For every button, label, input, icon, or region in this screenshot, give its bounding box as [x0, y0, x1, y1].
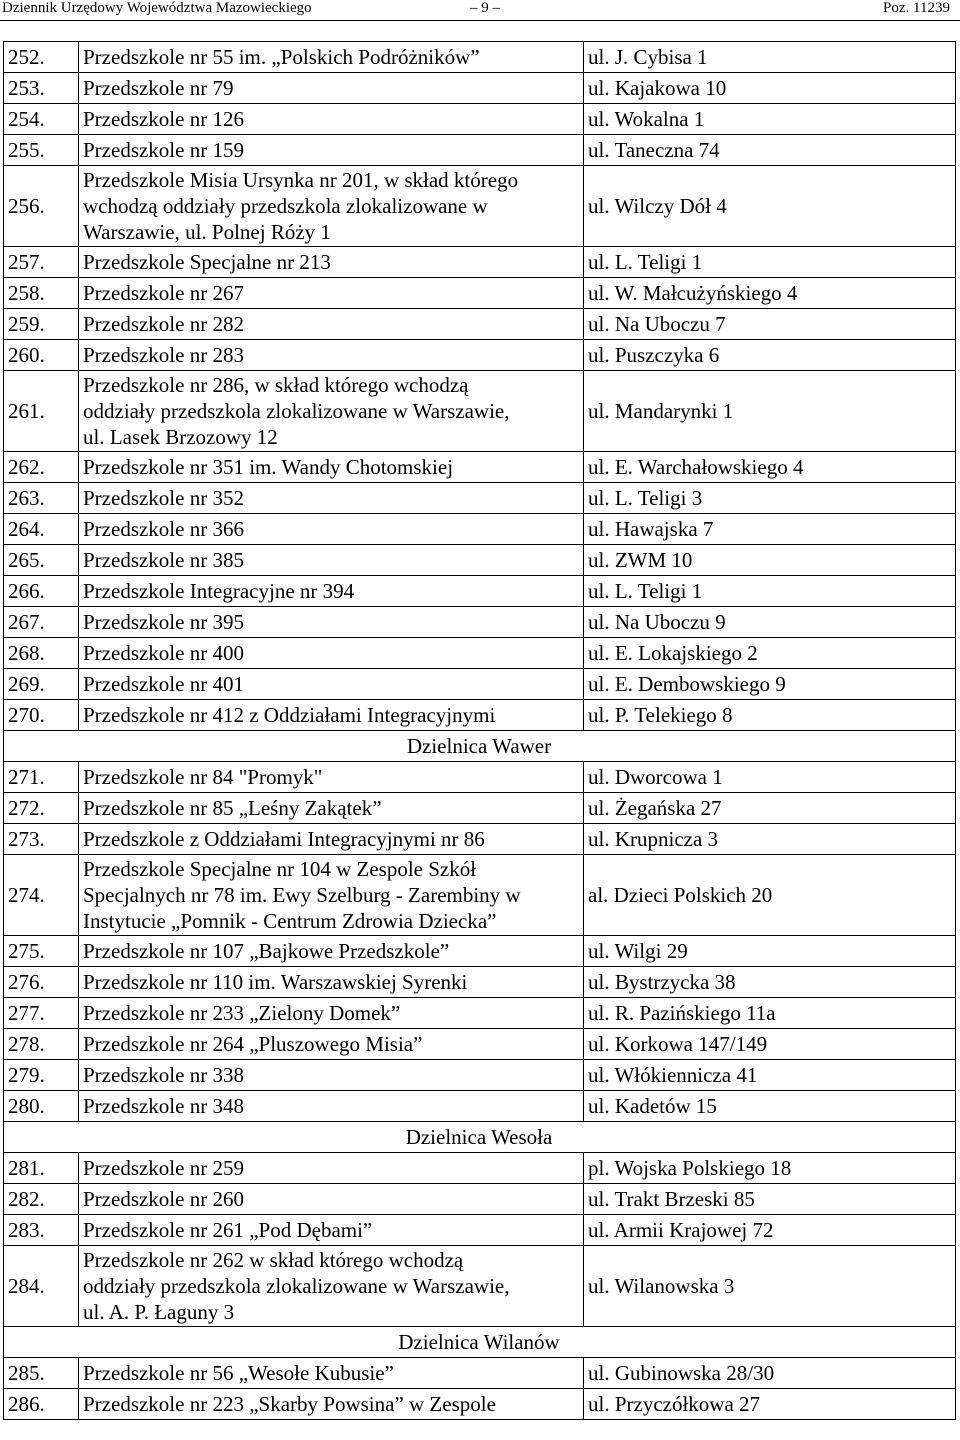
table-row [4, 762, 956, 793]
entry-number: 281. [4, 1153, 79, 1184]
name-line: Przedszkole nr 56 „Wesołe Kubusie” [83, 1361, 394, 1385]
entry-number: 268. [4, 638, 79, 669]
entry-number: 269. [4, 669, 79, 700]
address: ul. Trakt Brzeski 85 [584, 1184, 956, 1215]
kindergarten-name [79, 638, 584, 669]
name-line: Przedszkole nr 260 [83, 1187, 244, 1211]
name-line: Przedszkole nr 400 [83, 641, 244, 665]
table-row [4, 545, 956, 576]
name-line: Przedszkole nr 259 [83, 1156, 244, 1180]
address: ul. Krupnicza 3 [584, 824, 956, 855]
table-row [4, 1091, 956, 1122]
kindergarten-name [79, 1184, 584, 1215]
kindergarten-name [79, 607, 584, 638]
address: ul. Dworcowa 1 [584, 762, 956, 793]
address: al. Dzieci Polskich 20 [584, 855, 956, 936]
name-line: Przedszkole nr 84 "Promyk" [83, 765, 323, 789]
address: ul. E. Warchałowskiego 4 [584, 452, 956, 483]
kindergarten-name [79, 514, 584, 545]
address: ul. Taneczna 74 [584, 135, 956, 166]
address: ul. Gubinowska 28/30 [584, 1358, 956, 1389]
kindergarten-name [79, 135, 584, 166]
table-row [4, 669, 956, 700]
kindergarten-name [79, 762, 584, 793]
name-line: Przedszkole nr 233 „Zielony Domek” [83, 1001, 401, 1025]
address: ul. Na Uboczu 7 [584, 309, 956, 340]
name-line: Przedszkole nr 348 [83, 1094, 244, 1118]
kindergarten-name [79, 669, 584, 700]
table-row [4, 371, 956, 452]
name-line: oddziały przedszkola zlokalizowane w Warszawie, [83, 399, 510, 423]
entry-number: 266. [4, 576, 79, 607]
kindergarten-name [79, 309, 584, 340]
name-line: Przedszkole nr 126 [83, 107, 244, 131]
entry-number: 276. [4, 967, 79, 998]
position-number: Poz. 11239 [883, 0, 950, 16]
name-line: Warszawie, ul. Polnej Róży 1 [83, 220, 331, 244]
entry-number: 261. [4, 371, 79, 452]
table-row [4, 278, 956, 309]
address: ul. Hawajska 7 [584, 514, 956, 545]
kindergarten-name [79, 967, 584, 998]
name-line: oddziały przedszkola zlokalizowane w Warszawie, [83, 1274, 510, 1298]
table-row [4, 576, 956, 607]
name-line: Przedszkole nr 286, w skład którego wchodzą [83, 373, 469, 397]
entry-number: 263. [4, 483, 79, 514]
table-row [4, 1389, 956, 1420]
district-heading: Dzielnica Wawer [4, 731, 956, 762]
name-line: Przedszkole nr 401 [83, 672, 244, 696]
name-line: Przedszkole nr 267 [83, 281, 244, 305]
entry-number: 270. [4, 700, 79, 731]
table-row [4, 247, 956, 278]
table-row [4, 514, 956, 545]
name-line: Przedszkole nr 412 z Oddziałami Integracyjnymi [83, 703, 496, 727]
address: ul. Bystrzycka 38 [584, 967, 956, 998]
kindergarten-name [79, 483, 584, 514]
table-row [4, 855, 956, 936]
entry-number: 256. [4, 166, 79, 247]
entry-number: 255. [4, 135, 79, 166]
district-row [4, 1122, 956, 1153]
address: ul. Wilgi 29 [584, 936, 956, 967]
name-line: Przedszkole nr 351 im. Wandy Chotomskiej [83, 455, 454, 479]
address: ul. L. Teligi 1 [584, 247, 956, 278]
address: ul. L. Teligi 1 [584, 576, 956, 607]
name-line: Przedszkole nr 159 [83, 138, 244, 162]
district-heading: Dzielnica Wesoła [4, 1122, 956, 1153]
address: ul. Przyczółkowa 27 [584, 1389, 956, 1420]
name-line: Przedszkole Specjalne nr 213 [83, 250, 331, 274]
address: ul. Mandarynki 1 [584, 371, 956, 452]
kindergarten-name [79, 936, 584, 967]
name-line: Przedszkole nr 282 [83, 312, 244, 336]
kindergarten-name [79, 247, 584, 278]
kindergarten-table [3, 41, 956, 1420]
kindergarten-name [79, 104, 584, 135]
address: ul. R. Pazińskiego 11a [584, 998, 956, 1029]
name-line: Przedszkole nr 338 [83, 1063, 244, 1087]
address: ul. J. Cybisa 1 [584, 42, 956, 73]
table-row [4, 1153, 956, 1184]
kindergarten-name [79, 1215, 584, 1246]
entry-number: 267. [4, 607, 79, 638]
entry-number: 280. [4, 1091, 79, 1122]
name-line: Instytucie „Pomnik - Centrum Zdrowia Dziecka” [83, 909, 497, 933]
entry-number: 264. [4, 514, 79, 545]
district-heading: Dzielnica Wilanów [4, 1327, 956, 1358]
table-row [4, 166, 956, 247]
table-row [4, 1215, 956, 1246]
table-row [4, 824, 956, 855]
address: ul. L. Teligi 3 [584, 483, 956, 514]
entry-number: 283. [4, 1215, 79, 1246]
address: ul. Kadetów 15 [584, 1091, 956, 1122]
kindergarten-name [79, 700, 584, 731]
name-line: Przedszkole nr 107 „Bajkowe Przedszkole” [83, 939, 450, 963]
name-line: Przedszkole nr 262 w skład którego wchodzą [83, 1248, 464, 1272]
name-line: Przedszkole nr 85 „Leśny Zakątek” [83, 796, 382, 820]
kindergarten-name [79, 166, 584, 247]
kindergarten-name [79, 1029, 584, 1060]
name-line: Przedszkole Integracyjne nr 394 [83, 579, 355, 603]
journal-title: Dziennik Urzędowy Województwa Mazowieckiego [2, 0, 312, 16]
name-line: Przedszkole nr 55 im. „Polskich Podróżników” [83, 45, 480, 69]
name-line: Przedszkole Misia Ursynka nr 201, w skład którego [83, 168, 519, 192]
address: ul. P. Telekiego 8 [584, 700, 956, 731]
name-line: Przedszkole nr 395 [83, 610, 244, 634]
entry-number: 273. [4, 824, 79, 855]
name-line: Przedszkole nr 352 [83, 486, 244, 510]
name-line: Przedszkole nr 283 [83, 343, 244, 367]
kindergarten-name [79, 1153, 584, 1184]
entry-number: 282. [4, 1184, 79, 1215]
page-header [0, 0, 960, 22]
entry-number: 253. [4, 73, 79, 104]
entry-number: 272. [4, 793, 79, 824]
kindergarten-name [79, 340, 584, 371]
kindergarten-name [79, 452, 584, 483]
entry-number: 258. [4, 278, 79, 309]
kindergarten-name [79, 1091, 584, 1122]
district-row [4, 731, 956, 762]
kindergarten-name [79, 855, 584, 936]
kindergarten-name [79, 42, 584, 73]
name-line: Przedszkole nr 264 „Pluszowego Misia” [83, 1032, 423, 1056]
table-row [4, 1029, 956, 1060]
entry-number: 274. [4, 855, 79, 936]
district-row [4, 1327, 956, 1358]
table-row [4, 309, 956, 340]
entry-number: 254. [4, 104, 79, 135]
table-body [4, 42, 956, 1420]
name-line: Przedszkole nr 261 „Pod Dębami” [83, 1218, 373, 1242]
table-row [4, 700, 956, 731]
table-row [4, 340, 956, 371]
name-line: ul. A. P. Łaguny 3 [83, 1300, 235, 1324]
name-line: Przedszkole z Oddziałami Integracyjnymi nr 86 [83, 827, 485, 851]
address: ul. Wokalna 1 [584, 104, 956, 135]
kindergarten-name [79, 1358, 584, 1389]
header-rule [0, 20, 960, 21]
name-line: Specjalnych nr 78 im. Ewy Szelburg - Zarembiny w [83, 883, 521, 907]
table-row [4, 1246, 956, 1327]
kindergarten-name [79, 545, 584, 576]
table-row [4, 42, 956, 73]
address: ul. E. Lokajskiego 2 [584, 638, 956, 669]
address: ul. ZWM 10 [584, 545, 956, 576]
address: ul. E. Dembowskiego 9 [584, 669, 956, 700]
table-row [4, 452, 956, 483]
table-row [4, 135, 956, 166]
entry-number: 285. [4, 1358, 79, 1389]
address: ul. Puszczyka 6 [584, 340, 956, 371]
table-row [4, 607, 956, 638]
address: ul. W. Małcużyńskiego 4 [584, 278, 956, 309]
name-line: Przedszkole Specjalne nr 104 w Zespole Szkół [83, 857, 477, 881]
name-line: wchodzą oddziały przedszkola zlokalizowane w [83, 194, 488, 218]
entry-number: 262. [4, 452, 79, 483]
address: ul. Korkowa 147/149 [584, 1029, 956, 1060]
kindergarten-name [79, 1389, 584, 1420]
table-row [4, 638, 956, 669]
entry-number: 259. [4, 309, 79, 340]
entry-number: 257. [4, 247, 79, 278]
table-row [4, 483, 956, 514]
address: ul. Żegańska 27 [584, 793, 956, 824]
entry-number: 277. [4, 998, 79, 1029]
table-row [4, 73, 956, 104]
entry-number: 278. [4, 1029, 79, 1060]
entry-number: 284. [4, 1246, 79, 1327]
address: pl. Wojska Polskiego 18 [584, 1153, 956, 1184]
address: ul. Wilczy Dół 4 [584, 166, 956, 247]
name-line: ul. Lasek Brzozowy 12 [83, 425, 278, 449]
address: ul. Wilanowska 3 [584, 1246, 956, 1327]
name-line: Przedszkole nr 110 im. Warszawskiej Syrenki [83, 970, 468, 994]
entry-number: 265. [4, 545, 79, 576]
table-row [4, 1358, 956, 1389]
entry-number: 286. [4, 1389, 79, 1420]
kindergarten-name [79, 998, 584, 1029]
table-row [4, 104, 956, 135]
kindergarten-name [79, 576, 584, 607]
table-row [4, 998, 956, 1029]
name-line: Przedszkole nr 223 „Skarby Powsina” w Zespole [83, 1392, 496, 1416]
name-line: Przedszkole nr 385 [83, 548, 244, 572]
kindergarten-name [79, 278, 584, 309]
kindergarten-name [79, 73, 584, 104]
kindergarten-name [79, 371, 584, 452]
kindergarten-name [79, 1246, 584, 1327]
entry-number: 252. [4, 42, 79, 73]
name-line: Przedszkole nr 79 [83, 76, 234, 100]
entry-number: 271. [4, 762, 79, 793]
table-row [4, 936, 956, 967]
page-number: – 9 – [470, 0, 500, 16]
address: ul. Włókiennicza 41 [584, 1060, 956, 1091]
entry-number: 279. [4, 1060, 79, 1091]
table-row [4, 793, 956, 824]
table-row [4, 967, 956, 998]
address: ul. Kajakowa 10 [584, 73, 956, 104]
name-line: Przedszkole nr 366 [83, 517, 244, 541]
address: ul. Armii Krajowej 72 [584, 1215, 956, 1246]
kindergarten-name [79, 793, 584, 824]
table-row [4, 1184, 956, 1215]
kindergarten-name [79, 824, 584, 855]
entry-number: 275. [4, 936, 79, 967]
entry-number: 260. [4, 340, 79, 371]
table-row [4, 1060, 956, 1091]
address: ul. Na Uboczu 9 [584, 607, 956, 638]
kindergarten-name [79, 1060, 584, 1091]
